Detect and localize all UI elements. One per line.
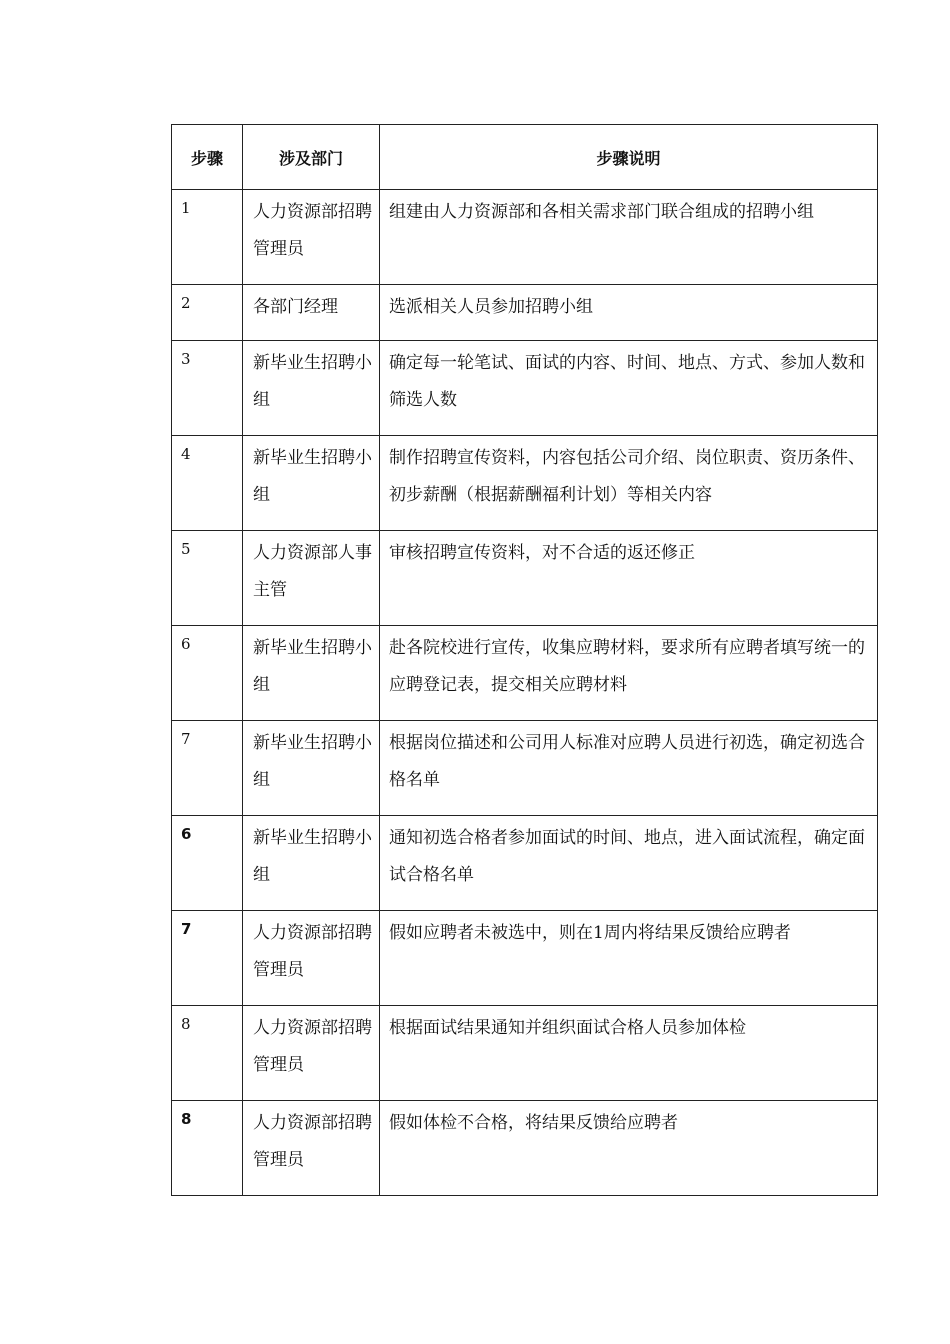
table-row xyxy=(172,341,878,436)
step-number: 2 xyxy=(172,285,243,341)
description-cell: 制作招聘宣传资料，内容包括公司介绍、岗位职责、资历条件、初步薪酬（根据薪酬福利计划）等相关内容 xyxy=(380,436,878,531)
department-cell: 各部门经理 xyxy=(243,285,380,341)
step-number: 6 xyxy=(172,816,243,911)
step-number: 7 xyxy=(172,911,243,1006)
step-number: 8 xyxy=(172,1006,243,1101)
recruitment-steps-table xyxy=(171,124,878,1196)
table-row xyxy=(172,1006,878,1101)
department-cell: 人力资源部招聘管理员 xyxy=(243,190,380,285)
table-row xyxy=(172,816,878,911)
table-header-row xyxy=(172,125,878,190)
header-step: 步骤 xyxy=(172,125,243,190)
table-row xyxy=(172,531,878,626)
description-cell: 审核招聘宣传资料，对不合适的返还修正 xyxy=(380,531,878,626)
department-cell: 人力资源部招聘管理员 xyxy=(243,1006,380,1101)
description-cell: 组建由人力资源部和各相关需求部门联合组成的招聘小组 xyxy=(380,190,878,285)
description-cell: 假如应聘者未被选中，则在1周内将结果反馈给应聘者 xyxy=(380,911,878,1006)
table-row xyxy=(172,285,878,341)
table-row xyxy=(172,436,878,531)
step-number: 8 xyxy=(172,1101,243,1196)
department-cell: 新毕业生招聘小组 xyxy=(243,436,380,531)
description-cell: 根据岗位描述和公司用人标准对应聘人员进行初选，确定初选合格名单 xyxy=(380,721,878,816)
description-cell: 选派相关人员参加招聘小组 xyxy=(380,285,878,341)
department-cell: 新毕业生招聘小组 xyxy=(243,341,380,436)
table-row xyxy=(172,626,878,721)
step-number: 7 xyxy=(172,721,243,816)
table-row xyxy=(172,1101,878,1196)
table-row xyxy=(172,911,878,1006)
description-cell: 确定每一轮笔试、面试的内容、时间、地点、方式、参加人数和筛选人数 xyxy=(380,341,878,436)
step-number: 4 xyxy=(172,436,243,531)
department-cell: 人力资源部人事主管 xyxy=(243,531,380,626)
step-number: 3 xyxy=(172,341,243,436)
department-cell: 新毕业生招聘小组 xyxy=(243,626,380,721)
description-cell: 赴各院校进行宣传，收集应聘材料，要求所有应聘者填写统一的应聘登记表，提交相关应聘材料 xyxy=(380,626,878,721)
department-cell: 新毕业生招聘小组 xyxy=(243,816,380,911)
table-row xyxy=(172,190,878,285)
department-cell: 人力资源部招聘管理员 xyxy=(243,1101,380,1196)
header-description: 步骤说明 xyxy=(380,125,878,190)
description-cell: 通知初选合格者参加面试的时间、地点，进入面试流程，确定面试合格名单 xyxy=(380,816,878,911)
step-number: 1 xyxy=(172,190,243,285)
header-department: 涉及部门 xyxy=(243,125,380,190)
step-number: 6 xyxy=(172,626,243,721)
step-number: 5 xyxy=(172,531,243,626)
department-cell: 人力资源部招聘管理员 xyxy=(243,911,380,1006)
department-cell: 新毕业生招聘小组 xyxy=(243,721,380,816)
description-cell: 根据面试结果通知并组织面试合格人员参加体检 xyxy=(380,1006,878,1101)
table-row xyxy=(172,721,878,816)
description-cell: 假如体检不合格，将结果反馈给应聘者 xyxy=(380,1101,878,1196)
